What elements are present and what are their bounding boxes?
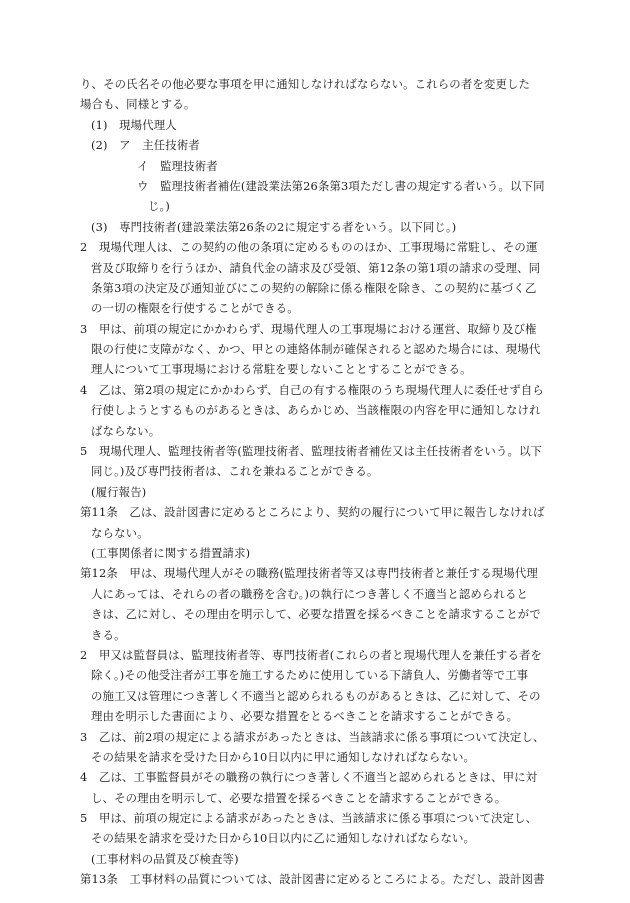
- list-item: (3) 専門技術者(建設業法第26条の2に規定する者をいう。以下同じ。): [91, 219, 457, 234]
- list-item: (2) ア 主任技術者: [91, 138, 200, 153]
- paragraph-line: 5 現場代理人、監理技術者等(監理技術者、監理技術者補佐又は主任技術者をいう。以下: [80, 444, 543, 459]
- paragraph-line: の一切の権限を行使することができる。: [91, 301, 299, 316]
- paragraph-line: ばならない。: [91, 423, 161, 438]
- article-line: ならない。: [91, 525, 149, 540]
- section-heading: (工事関係者に関する措置請求): [91, 545, 251, 560]
- paragraph-line: 5 甲は、前項の規定による請求があったときは、当該請求に係る事項について決定し、: [80, 811, 538, 826]
- paragraph-line: 除く。)その他受注者が工事を施工するために使用している下請負人、労働者等で工事: [91, 668, 529, 683]
- paragraph-line: 2 甲又は監督員は、監理技術者等、専門技術者(これらの者と現場代理人を兼任する者を: [80, 647, 543, 662]
- list-item: イ 監理技術者: [137, 158, 218, 173]
- article-line: 第13条 工事材料の品質については、設計図書に定めるところによる。ただし、設計図書: [80, 872, 545, 887]
- paragraph-line: 理人について工事現場における常駐を要しないこととすることができる。: [91, 362, 472, 377]
- section-heading: (履行報告): [91, 484, 147, 499]
- paragraph-line: その結果を請求を受けた日から10日以内に乙に通知しなければならない。: [91, 831, 476, 846]
- text-line: り、その氏名その他必要な事項を甲に通知しなければならない。これらの者を変更した: [80, 77, 531, 91]
- paragraph-line: の施工又は管理につき著しく不適当と認められるものがあるときは、乙に対して、その: [91, 688, 541, 703]
- paragraph-line: し、その理由を明示して、必要な措置を採るべきことを請求することができる。: [91, 790, 507, 805]
- text-line: 場合も、同様とする。: [80, 97, 196, 112]
- article-line: 第12条 甲は、現場代理人がその職務(監理技術者等又は専門技術者と兼任する現場代理: [80, 566, 538, 581]
- paragraph-line: 行使しようとするものがあるときは、あらかじめ、当該権限の内容を甲に通知しなけれ: [91, 403, 541, 418]
- article-line: 人にあっては、それらの者の職務を含む。)の執行につき著しく不適当と認められると: [91, 586, 529, 601]
- paragraph-line: 営及び取締りを行うほか、請負代金の請求及び受領、第12条の第1項の請求の受理、同: [91, 260, 541, 275]
- paragraph-line: 限の行使に支障がなく、かつ、甲との連絡体制が確保されると認めた場合には、現場代: [91, 342, 541, 357]
- paragraph-line: 4 乙は、第2項の規定にかかわらず、自己の有する権限のうち現場代理人に委任せず自ら: [80, 382, 544, 397]
- article-line: きる。: [91, 627, 126, 642]
- paragraph-line: 2 現場代理人は、この契約の他の条項に定めるもののほか、工事現場に常駐し、その運: [80, 240, 538, 255]
- text-line: じ。): [148, 199, 170, 214]
- paragraph-line: 理由を明示した書面により、必要な措置をとるべきことを請求することができる。: [91, 709, 519, 724]
- article-line: 第11条 乙は、設計図書に定めるところにより、契約の履行について甲に報告しなければ: [80, 505, 545, 520]
- paragraph-line: 3 甲は、前項の規定にかかわらず、現場代理人の工事現場における運営、取締り及び権: [80, 321, 537, 336]
- section-heading: (工事材料の品質及び検査等): [91, 851, 239, 866]
- article-line: きは、乙に対し、その理由を明示して、必要な措置を採るべきことを請求することがで: [91, 607, 541, 622]
- paragraph-line: その結果を請求を受けた日から10日以内に甲に通知しなければならない。: [91, 749, 476, 764]
- list-item: ウ 監理技術者補佐(建設業法第26条第3項ただし書の規定する者いう。以下同: [137, 178, 545, 193]
- paragraph-line: 同じ。)及び専門技術者は、これを兼ねることができる。: [91, 464, 379, 479]
- paragraph-line: 4 乙は、工事監督員がその職務の執行につき著しく不適当と認められるときは、甲に対: [80, 770, 538, 785]
- list-item: (1) 現場代理人: [91, 117, 177, 132]
- paragraph-line: 3 乙は、前2項の規定による請求があったときは、当該請求に係る事項について決定し、: [80, 729, 545, 744]
- paragraph-line: 条第3項の決定及び通知並びにこの契約の解除に係る権限を除き、この契約に基づく乙: [91, 280, 537, 295]
